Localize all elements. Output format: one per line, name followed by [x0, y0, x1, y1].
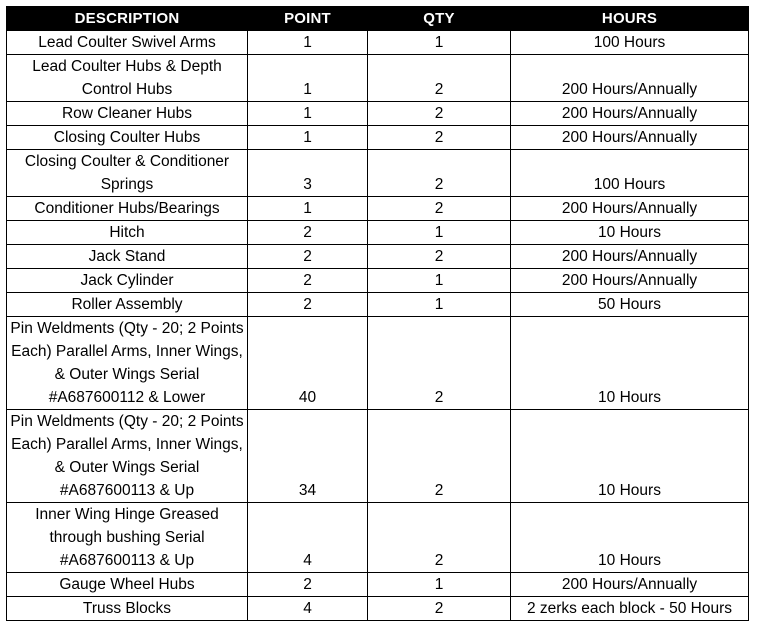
cell-description: Roller Assembly — [7, 293, 248, 317]
cell-hours: 100 Hours — [511, 31, 749, 55]
cell-qty: 2 — [368, 102, 511, 126]
cell-qty: 2 — [368, 597, 511, 621]
cell-description: Pin Weldments (Qty - 20; 2 Points Each) Parallel Arms, Inner Wings, & Outer Wings Serial #A687600113 & Up — [7, 410, 248, 503]
cell-qty: 2 — [368, 55, 511, 102]
cell-description: Lead Coulter Swivel Arms — [7, 31, 248, 55]
cell-hours: 200 Hours/Annually — [511, 269, 749, 293]
cell-hours: 200 Hours/Annually — [511, 102, 749, 126]
cell-description: Row Cleaner Hubs — [7, 102, 248, 126]
cell-qty: 1 — [368, 269, 511, 293]
cell-description: Closing Coulter Hubs — [7, 126, 248, 150]
cell-point: 4 — [248, 597, 368, 621]
cell-hours: 10 Hours — [511, 221, 749, 245]
cell-qty: 2 — [368, 317, 511, 410]
cell-point: 34 — [248, 410, 368, 503]
cell-hours: 200 Hours/Annually — [511, 245, 749, 269]
cell-point: 2 — [248, 221, 368, 245]
cell-point: 2 — [248, 573, 368, 597]
cell-point: 1 — [248, 55, 368, 102]
cell-hours: 200 Hours/Annually — [511, 126, 749, 150]
table-row — [7, 269, 749, 293]
cell-description: Hitch — [7, 221, 248, 245]
table-row — [7, 503, 749, 573]
cell-hours: 200 Hours/Annually — [511, 197, 749, 221]
cell-qty: 1 — [368, 31, 511, 55]
cell-point: 2 — [248, 245, 368, 269]
cell-description: Jack Stand — [7, 245, 248, 269]
cell-point: 1 — [248, 102, 368, 126]
table-row — [7, 410, 749, 503]
header-qty: QTY — [368, 7, 511, 31]
header-point: POINT — [248, 7, 368, 31]
table-row — [7, 31, 749, 55]
table-row — [7, 317, 749, 410]
table-row — [7, 221, 749, 245]
cell-description: Jack Cylinder — [7, 269, 248, 293]
cell-description: Conditioner Hubs/Bearings — [7, 197, 248, 221]
cell-point: 2 — [248, 269, 368, 293]
table-row — [7, 150, 749, 197]
cell-hours: 200 Hours/Annually — [511, 55, 749, 102]
cell-qty: 2 — [368, 410, 511, 503]
cell-qty: 1 — [368, 293, 511, 317]
cell-description: Pin Weldments (Qty - 20; 2 Points Each) Parallel Arms, Inner Wings, & Outer Wings Serial #A687600112 & Lower — [7, 317, 248, 410]
cell-hours: 10 Hours — [511, 410, 749, 503]
table-row — [7, 55, 749, 102]
header-row — [7, 7, 749, 31]
cell-hours: 100 Hours — [511, 150, 749, 197]
cell-point: 4 — [248, 503, 368, 573]
cell-description: Gauge Wheel Hubs — [7, 573, 248, 597]
table-row — [7, 293, 749, 317]
lubrication-table — [6, 6, 749, 621]
cell-qty: 2 — [368, 503, 511, 573]
cell-point: 3 — [248, 150, 368, 197]
lubrication-table-container — [6, 6, 748, 621]
cell-hours: 2 zerks each block - 50 Hours — [511, 597, 749, 621]
table-row — [7, 102, 749, 126]
cell-point: 1 — [248, 126, 368, 150]
header-description: DESCRIPTION — [7, 7, 248, 31]
cell-qty: 1 — [368, 573, 511, 597]
cell-description: Lead Coulter Hubs & Depth Control Hubs — [7, 55, 248, 102]
cell-description: Truss Blocks — [7, 597, 248, 621]
table-row — [7, 245, 749, 269]
header-hours: HOURS — [511, 7, 749, 31]
cell-qty: 1 — [368, 221, 511, 245]
cell-point: 1 — [248, 197, 368, 221]
table-row — [7, 126, 749, 150]
table-row — [7, 197, 749, 221]
cell-qty: 2 — [368, 245, 511, 269]
cell-hours: 200 Hours/Annually — [511, 573, 749, 597]
cell-qty: 2 — [368, 150, 511, 197]
table-row — [7, 573, 749, 597]
cell-description: Inner Wing Hinge Greased through bushing Serial #A687600113 & Up — [7, 503, 248, 573]
cell-qty: 2 — [368, 126, 511, 150]
cell-point: 2 — [248, 293, 368, 317]
cell-hours: 10 Hours — [511, 503, 749, 573]
cell-hours: 50 Hours — [511, 293, 749, 317]
cell-point: 1 — [248, 31, 368, 55]
cell-hours: 10 Hours — [511, 317, 749, 410]
cell-qty: 2 — [368, 197, 511, 221]
cell-description: Closing Coulter & Conditioner Springs — [7, 150, 248, 197]
cell-point: 40 — [248, 317, 368, 410]
